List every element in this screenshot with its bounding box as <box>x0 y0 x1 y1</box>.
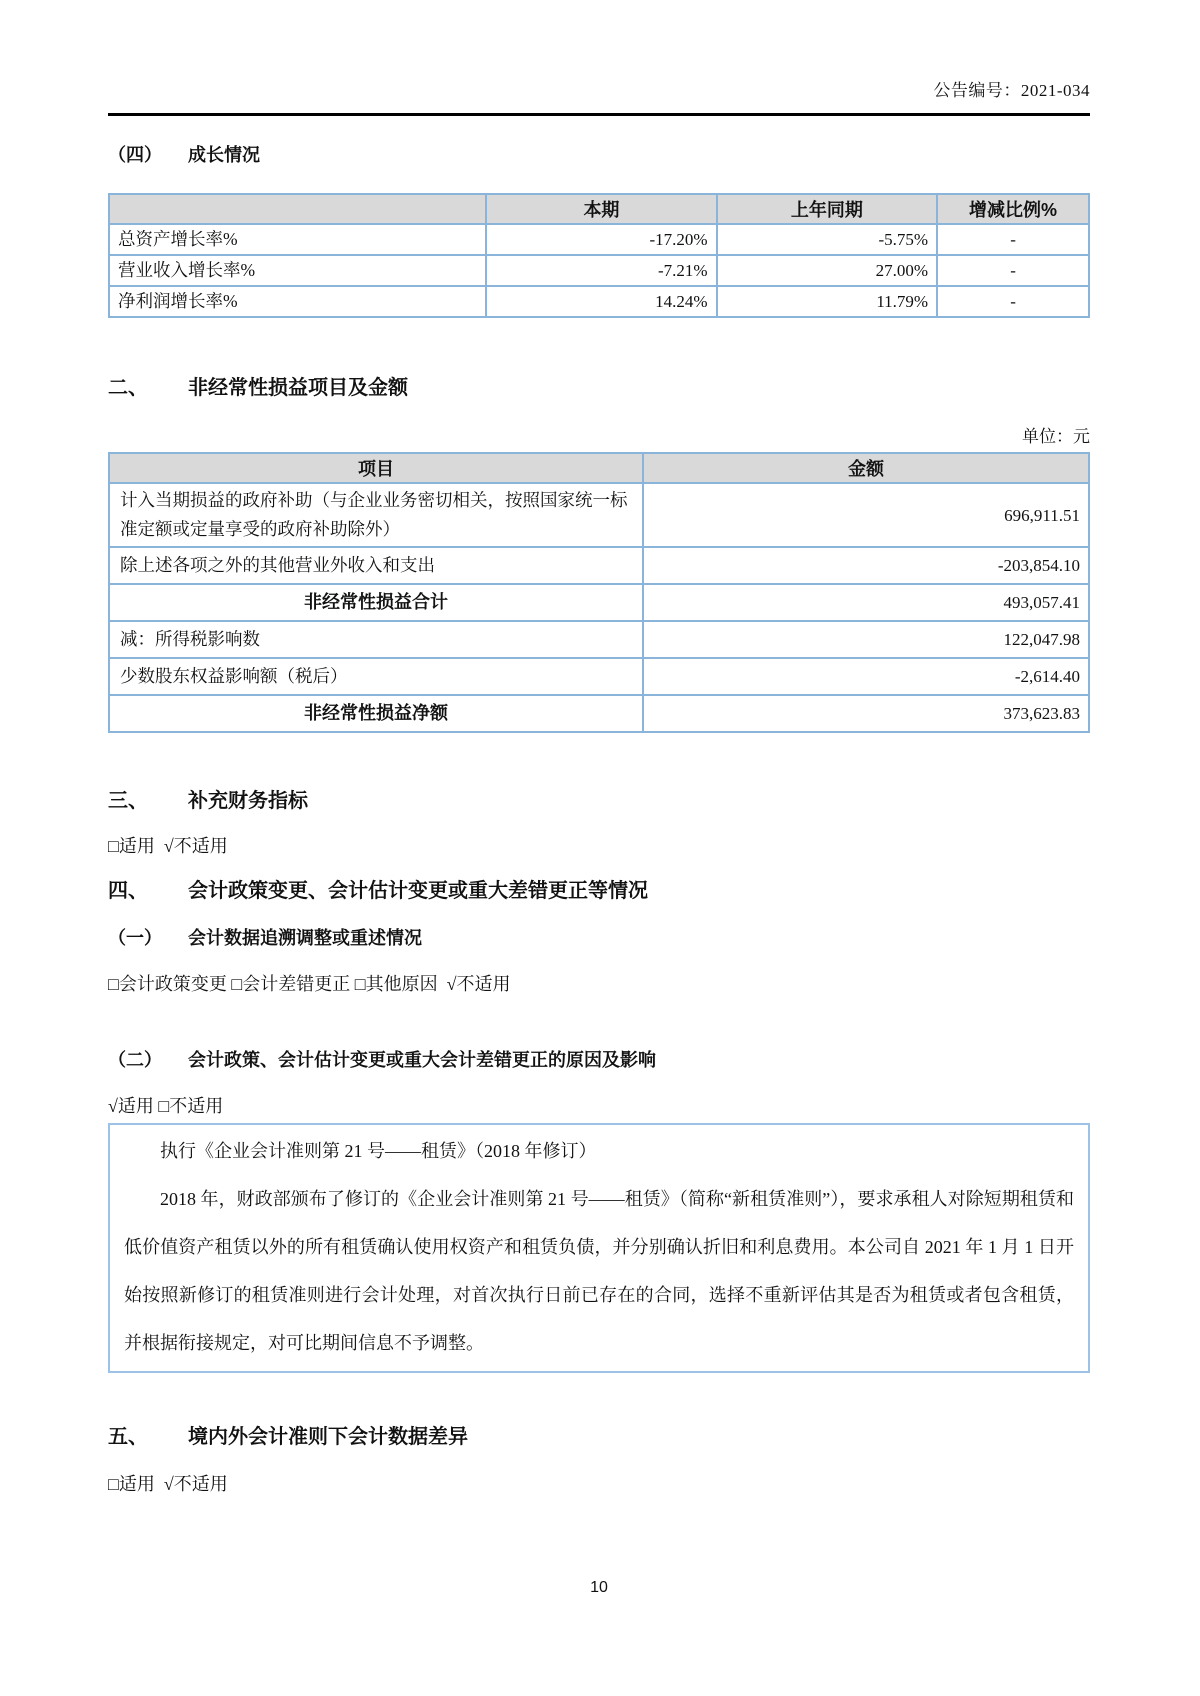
document-page <box>108 0 1090 1597</box>
growth-col-change: 增减比例% <box>937 194 1089 224</box>
section-nonrecurring-title: 非经常性损益项目及金额 <box>188 377 408 399</box>
section-gaap-difference-title: 境内外会计准则下会计数据差异 <box>188 1426 468 1448</box>
note-standard-line: 执行《企业会计准则第 21 号——租赁》（2018 年修订） <box>160 1141 597 1161</box>
growth-col-blank <box>109 194 486 224</box>
nonrecurring-col-item: 项目 <box>109 453 643 483</box>
growth-row-current: -17.20% <box>486 224 716 255</box>
nonrecurring-row-amount: 373,623.83 <box>643 695 1089 732</box>
nonrecurring-row-amount: -2,614.40 <box>643 658 1089 695</box>
table-row <box>109 483 1089 547</box>
growth-col-prior: 上年同期 <box>717 194 938 224</box>
table-row <box>109 286 1089 317</box>
section-supplementary-heading <box>108 789 1090 813</box>
growth-table-header-row <box>109 194 1089 224</box>
section-growth-title: 成长情况 <box>188 145 260 165</box>
subsection-policy-change-title: 会计政策、会计估计变更或重大会计差错更正的原因及影响 <box>188 1050 656 1070</box>
subsection-policy-change-heading <box>108 1049 1090 1071</box>
section-nonrecurring-heading <box>108 376 1090 400</box>
growth-row-prior: -5.75% <box>717 224 938 255</box>
table-row <box>109 224 1089 255</box>
nonrecurring-row-item: 少数股东权益影响额（税后） <box>109 658 643 695</box>
section-supplementary-number: 三、 <box>108 790 148 812</box>
header-rule <box>108 113 1090 116</box>
subsection-restatement-heading <box>108 927 1090 949</box>
growth-row-change: - <box>937 286 1089 317</box>
section-accounting-title: 会计政策变更、会计估计变更或重大差错更正等情况 <box>188 880 648 902</box>
growth-row-label: 净利润增长率% <box>109 286 486 317</box>
nonrecurring-row-net-total: 非经常性损益净额 <box>109 695 643 732</box>
growth-row-change: - <box>937 255 1089 286</box>
growth-table <box>108 193 1090 318</box>
note-paragraph: 2018 年，财政部颁布了修订的《企业会计准则第 21 号——租赁》（简称“新租赁准则”），要求承租人对除短期租赁和低价值资产租赁以外的所有租赁确认使用权资产和租赁负债，并分别确认折旧和利息费用。本公司自 2021 年 1 月 1 日开始按照新修订的租赁准则进行会计处理，对首次执行日前已存在的合同，选择不重新评估其是否为租赁或者包含租赁，并根据衔接规定，对可比期间信息不予调整。 <box>124 1189 1074 1353</box>
gaap-difference-applicability: □适用 √不适用 <box>108 1474 228 1494</box>
section-growth-number: （四） <box>108 145 162 165</box>
section-accounting-heading <box>108 879 1090 903</box>
subsection-policy-change-number: （二） <box>108 1050 162 1070</box>
table-row <box>109 695 1089 732</box>
growth-col-current: 本期 <box>486 194 716 224</box>
nonrecurring-table-header-row <box>109 453 1089 483</box>
growth-row-prior: 11.79% <box>717 286 938 317</box>
table-row <box>109 621 1089 658</box>
announcement-number: 公告编号：2021-034 <box>933 81 1090 100</box>
section-accounting-number: 四、 <box>108 880 148 902</box>
nonrecurring-row-item: 除上述各项之外的其他营业外收入和支出 <box>109 547 643 584</box>
nonrecurring-row-amount: 122,047.98 <box>643 621 1089 658</box>
growth-row-current: 14.24% <box>486 286 716 317</box>
restatement-options: □会计政策变更 □会计差错更正 □其他原因 √不适用 <box>108 974 511 994</box>
section-supplementary-title: 补充财务指标 <box>188 790 308 812</box>
unit-label: 单位：元 <box>1022 427 1090 446</box>
table-row <box>109 658 1089 695</box>
nonrecurring-row-item: 减：所得税影响数 <box>109 621 643 658</box>
section-gaap-difference-heading <box>108 1425 1090 1449</box>
table-row <box>109 547 1089 584</box>
policy-change-note-box <box>108 1123 1090 1373</box>
nonrecurring-row-amount: 696,911.51 <box>643 483 1089 547</box>
nonrecurring-row-subtotal: 非经常性损益合计 <box>109 584 643 621</box>
nonrecurring-row-item: 计入当期损益的政府补助（与企业业务密切相关，按照国家统一标准定额或定量享受的政府补助除外） <box>109 483 643 547</box>
supplementary-applicability: □适用 √不适用 <box>108 836 228 856</box>
growth-row-label: 营业收入增长率% <box>109 255 486 286</box>
table-row <box>109 255 1089 286</box>
nonrecurring-row-amount: 493,057.41 <box>643 584 1089 621</box>
growth-row-label: 总资产增长率% <box>109 224 486 255</box>
nonrecurring-row-amount: -203,854.10 <box>643 547 1089 584</box>
growth-row-prior: 27.00% <box>717 255 938 286</box>
section-nonrecurring-number: 二、 <box>108 377 148 399</box>
subsection-restatement-title: 会计数据追溯调整或重述情况 <box>188 928 422 948</box>
policy-change-applicability: √适用 □不适用 <box>108 1096 224 1116</box>
page-number: 10 <box>590 1579 608 1596</box>
nonrecurring-col-amount: 金额 <box>643 453 1089 483</box>
growth-row-change: - <box>937 224 1089 255</box>
nonrecurring-table <box>108 452 1090 733</box>
section-growth-heading <box>108 144 1090 166</box>
growth-row-current: -7.21% <box>486 255 716 286</box>
subsection-restatement-number: （一） <box>108 928 162 948</box>
table-row <box>109 584 1089 621</box>
section-gaap-difference-number: 五、 <box>108 1426 148 1448</box>
